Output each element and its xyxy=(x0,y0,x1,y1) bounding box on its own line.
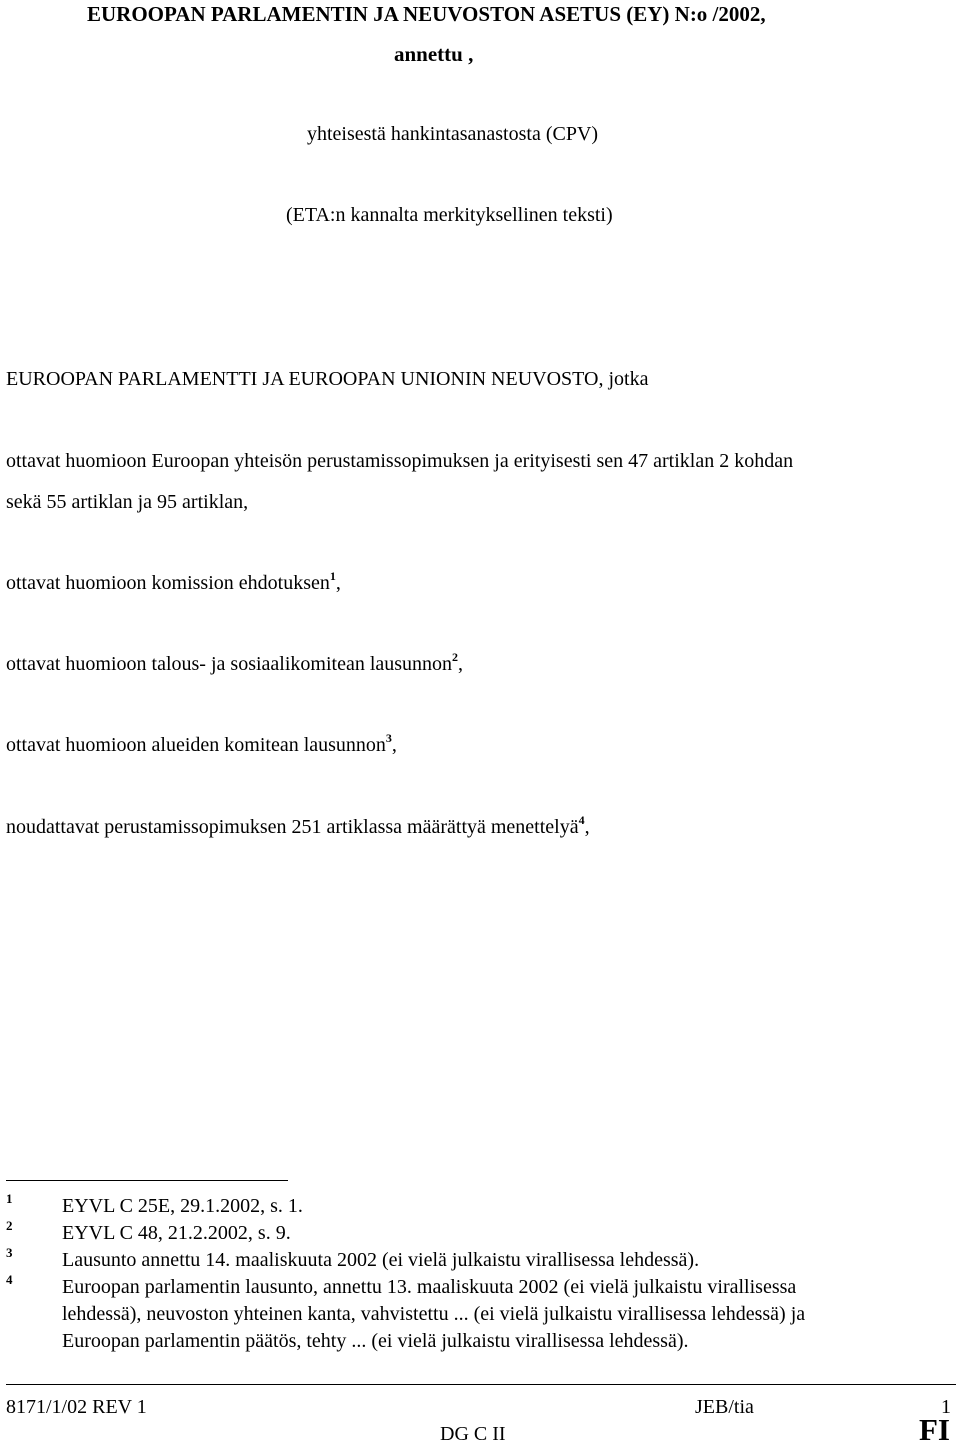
recital-esc-opinion: ottavat huomioon talous- ja sosiaalikomitean lausunnon$^2$, xyxy=(6,650,464,675)
regulation-title: EUROOPAN PARLAMENTIN JA NEUVOSTON ASETUS (EY) N:o /2002, xyxy=(87,2,766,26)
footer-rule xyxy=(6,1384,956,1385)
footnote-separator xyxy=(6,1180,288,1181)
footnote-text: EYVL C 25E, 29.1.2002, s. 1. xyxy=(62,1195,303,1217)
footnote-text: lehdessä), neuvoston yhteinen kanta, vahvistettu ... (ei vielä julkaistu virallisessa lehdessä) ja xyxy=(62,1303,806,1325)
footnote-number: 2 xyxy=(6,1218,13,1233)
recital-treaty-line1: ottavat huomioon Euroopan yhteisön perustamissopimuksen ja erityisesti sen 47 artiklan 2 kohdan xyxy=(6,450,794,472)
document-reference: 8171/1/02 REV 1 xyxy=(6,1396,147,1418)
footnote-text: Lausunto annettu 14. maaliskuuta 2002 (ei vielä julkaistu virallisessa lehdessä). xyxy=(62,1249,700,1271)
recital-cor-opinion: ottavat huomioon alueiden komitean lausunnon$^3$, xyxy=(6,731,397,756)
footnote-ref-4[interactable]: 4 xyxy=(578,813,585,827)
footnote-ref-1[interactable]: 1 xyxy=(329,569,336,583)
preamble-intro: EUROOPAN PARLAMENTTI JA EUROOPAN UNIONIN NEUVOSTO, jotka xyxy=(6,368,649,390)
footnote-text: EYVL C 48, 21.2.2002, s. 9. xyxy=(62,1222,291,1244)
footnote-text: Euroopan parlamentin lausunto, annettu 13. maaliskuuta 2002 (ei vielä julkaistu virallisessa xyxy=(62,1276,797,1298)
eea-relevance: (ETA:n kannalta merkityksellinen teksti) xyxy=(286,204,613,226)
footnote-ref-3[interactable]: 3 xyxy=(385,731,392,745)
regulation-subject: yhteisestä hankintasanastosta (CPV) xyxy=(307,123,599,145)
recital-commission-proposal: ottavat huomioon komission ehdotuksen$^1$, xyxy=(6,569,341,594)
directorate-general: DG C II xyxy=(440,1423,506,1445)
footnote-number: 3 xyxy=(6,1245,13,1260)
page-number: 1 xyxy=(941,1396,951,1418)
footnote-text: Euroopan parlamentin päätös, tehty ... (ei vielä julkaistu virallisessa lehdessä). xyxy=(62,1330,689,1352)
language-code: FI xyxy=(919,1412,950,1447)
recital-treaty-line2: sekä 55 artiklan ja 95 artiklan, xyxy=(6,491,249,513)
footnote-number: 1 xyxy=(6,1191,13,1206)
footnote-ref-2[interactable]: 2 xyxy=(452,650,459,664)
author-initials: JEB/tia xyxy=(695,1396,754,1418)
footnote-number: 4 xyxy=(6,1272,13,1287)
recital-procedure: noudattavat perustamissopimuksen 251 artiklassa määrättyä menettelyä$^4$, xyxy=(6,813,590,838)
adoption-date-line: annettu , xyxy=(394,42,474,66)
